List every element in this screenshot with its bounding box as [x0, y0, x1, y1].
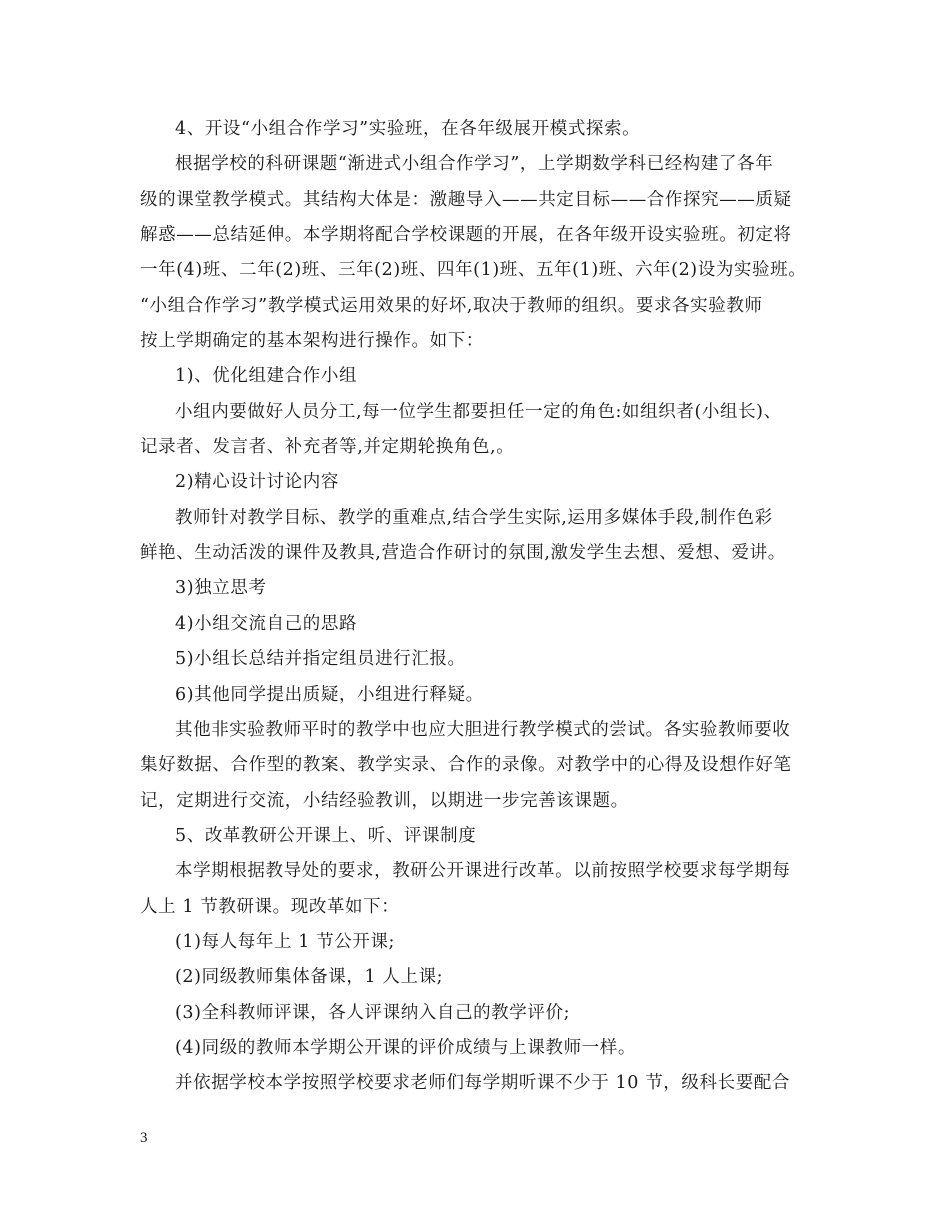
text-line: (2)同级教师集体备课，1 人上课; — [175, 967, 444, 988]
text-line: 并依据学校本学按照学校要求老师们每学期听课不少于 10 节，级科长要配合 — [175, 1073, 790, 1094]
text-line: 记录者、发言者、补充者等,并定期轮换角色,。 — [140, 437, 515, 458]
text-line: 2)精心设计讨论内容 — [175, 472, 339, 493]
text-line: 5)小组长总结并指定组员进行汇报。 — [175, 649, 466, 670]
text-line: 鲜艳、生动活泼的课件及教具,营造合作研讨的氛围,激发学生去想、爱想、爱讲。 — [140, 543, 786, 564]
text-line: 按上学期确定的基本架构进行操作。如下： — [140, 331, 484, 352]
text-line: 记，定期进行交流，小结经验教训，以期进一步完善该课题。 — [140, 790, 629, 811]
text-line: 4、开设“小组合作学习”实验班，在各年级展开模式探索。 — [175, 119, 641, 139]
text-line: 小组内要做好人员分工,每一位学生都要担任一定的角色:如组织者(小组长)、 — [175, 401, 782, 422]
text-line: “小组合作学习”教学模式运用效果的好坏,取决于教师的组织。要求各实验教师 — [140, 295, 763, 316]
text-line: 5、改革教研公开课上、听、评课制度 — [175, 825, 477, 846]
text-line: 教师针对教学目标、教学的重难点,结合学生实际,运用多媒体手段,制作色彩 — [175, 507, 773, 528]
text-line: 一年(4)班、二年(2)班、三年(2)班、四年(1)班、五年(1)班、六年(2)设为实验班。 — [140, 260, 807, 281]
text-line: 3)独立思考 — [175, 578, 267, 599]
text-line: 根据学校的科研课题“渐进式小组合作学习”，上学期数学科已经构建了各年 — [175, 154, 774, 175]
text-line: (1)每人每年上 1 节公开课; — [175, 931, 396, 952]
text-line: 4)小组交流自己的思路 — [175, 613, 358, 634]
text-line: (4)同级的教师本学期公开课的评价成绩与上课教师一样。 — [175, 1037, 636, 1058]
text-line: 其他非实验教师平时的教学中也应大胆进行教学模式的尝试。各实验教师要收 — [175, 719, 791, 740]
text-line: 人上 1 节教研课。现改革如下： — [140, 896, 400, 917]
text-line: 6)其他同学提出质疑，小组进行释疑。 — [175, 684, 484, 705]
text-line: 本学期根据教导处的要求，教研公开课进行改革。以前按照学校要求每学期每 — [175, 861, 791, 882]
text-line: 级的课堂教学模式。其结构大体是：激趣导入——共定目标——合作探究——质疑 — [140, 189, 792, 210]
text-line: 集好数据、合作型的教案、教学实录、合作的录像。对教学中的心得及设想作好笔 — [140, 755, 792, 776]
document-body — [140, 112, 815, 1102]
page-number: 3 — [140, 1130, 148, 1146]
text-line: 1)、优化组建合作小组 — [175, 366, 358, 387]
text-line: (3)全科教师评课，各人评课纳入自己的教学评价; — [175, 1002, 571, 1023]
text-line: 解惑——总结延伸。本学期将配合学校课题的开展，在各年级开设实验班。初定将 — [140, 225, 792, 246]
